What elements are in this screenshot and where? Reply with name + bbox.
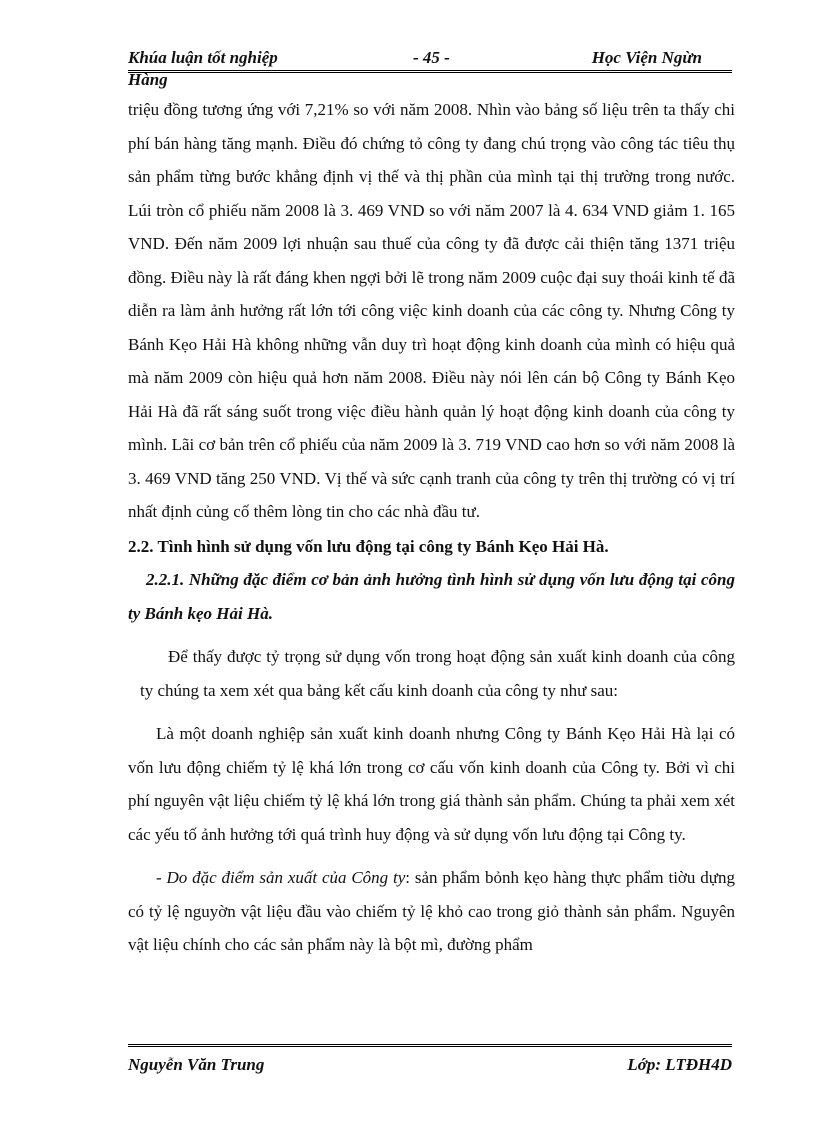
page-number: - 45 - <box>413 48 450 67</box>
header-institution: Học Viện Ngừn <box>591 48 702 67</box>
paragraph-4-text: : sản phẩm bỏnh kẹo hàng thực phẩm tiờu dựng có tỷ lệ nguyờn vật liệu đầu vào chiếm tỷ lệ khỏ cao trong giỏ thành sản phẩm. Nguyên vật liệu chính cho các sản phẩm này là bột mì, đường phẩm <box>128 868 735 954</box>
page-body <box>128 93 735 962</box>
paragraph-1: triệu đồng tương ứng với 7,21% so với năm 2008. Nhìn vào bảng số liệu trên ta thấy chi phí bán hàng tăng mạnh. Điều đó chứng tỏ công ty đang chú trọng vào công tác tiêu thụ sản phẩm từng bước khẳng định vị thế và thị phần của mình tại thị trường trong nước. Lúi tròn cổ phiếu năm 2008 là 3. 469 VND so với năm 2007 là 4. 634 VND giảm 1. 165 VND. Đến năm 2009 lợi nhuận sau thuế của công ty đã được cải thiện tăng 1371 triệu đồng. Điều này là rất đáng khen ngợi bởi lẽ trong năm 2009 cuộc đại suy thoái kinh tế đã diễn ra làm ảnh hưởng rất lớn tới công việc kinh doanh của các công ty. Nhưng Công ty Bánh Kẹo Hải Hà không những vẫn duy trì hoạt động kinh doanh của mình có hiệu quả mà năm 2009 còn hiệu quả hơn năm 2008. Điều này nói lên cán bộ Công ty Bánh Kẹo Hải Hà đã rất sáng suốt trong việc điều hành quản lý hoạt động kinh doanh của công ty mình. Lãi cơ bản trên cổ phiếu của năm 2009 là 3. 719 VND cao hơn so với năm 2008 là 3. 469 VND tăng 250 VND. Vị thế và sức cạnh tranh của công ty trên thị trường có vị trí nhất định củng cố thêm lòng tin cho các nhà đầu tư. <box>128 100 735 521</box>
header-thesis-label: Khúa luận tốt nghiệp <box>128 48 278 67</box>
paragraph-4-lead: - Do đặc điểm sản xuất của Công ty <box>156 868 406 887</box>
footer-class: Lớp: LTĐH4D <box>627 1055 732 1074</box>
paragraph-2: Để thấy được tỷ trọng sử dụng vốn trong hoạt động sản xuất kinh doanh của công ty chúng ta xem xét qua bảng kết cấu kinh doanh của công ty như sau: <box>140 647 735 700</box>
footer-author: Nguyễn Văn Trung <box>128 1055 265 1074</box>
page-header <box>128 48 732 73</box>
section-heading: 2.2. Tình hình sử dụng vốn lưu động tại công ty Bánh Kẹo Hải Hà. <box>128 536 609 556</box>
header-institution-continuation: Hàng <box>128 70 168 89</box>
paragraph-4 <box>128 861 735 962</box>
paragraph-3: Là một doanh nghiệp sản xuất kinh doanh nhưng Công ty Bánh Kẹo Hải Hà lại có vốn lưu động chiếm tỷ lệ khá lớn trong cơ cấu vốn kinh doanh của Công ty. Bởi vì chi phí nguyên vật liệu chiếm tỷ lệ khá lớn trong giá thành sản phẩm. Chúng ta phải xem xét các yếu tố ảnh hưởng tới quá trình huy động và sử dụng vốn lưu động tại Công ty. <box>128 724 735 844</box>
subsection-heading: 2.2.1. Những đặc điểm cơ bản ảnh hưởng tình hình sử dụng vốn lưu động tại công ty Bánh kẹo Hải Hà. <box>128 570 735 623</box>
page-footer <box>128 1044 732 1079</box>
